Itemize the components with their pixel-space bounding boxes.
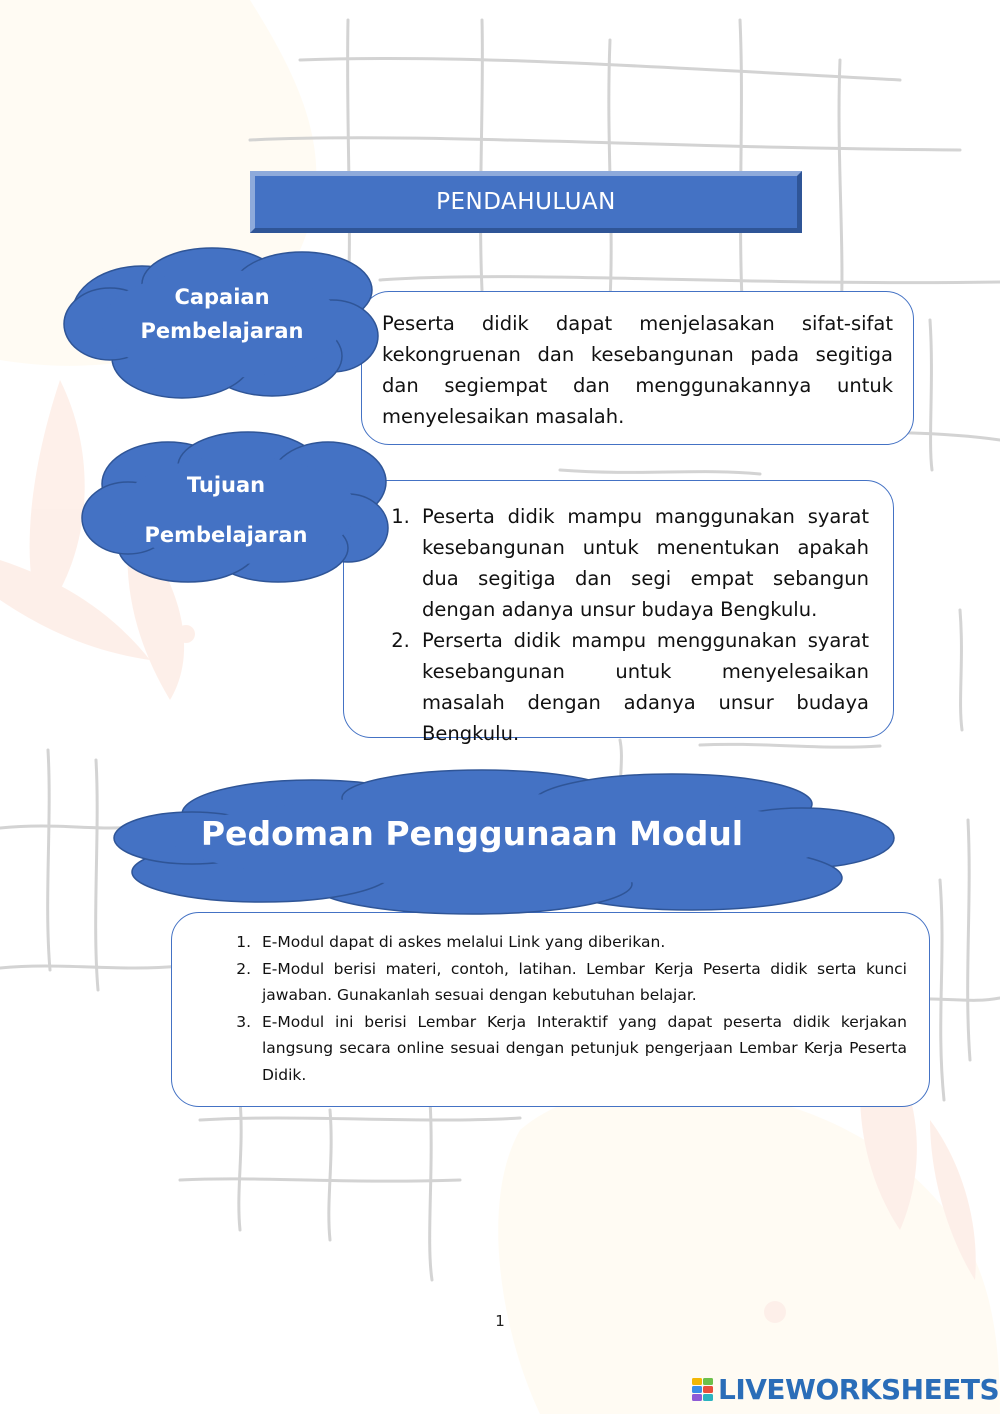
tujuan-cloud-line1: Tujuan: [186, 473, 266, 497]
list-item: 1. E-Modul dapat di askes melalui Link yang diberikan.: [256, 929, 907, 956]
pedoman-list: [224, 929, 907, 1088]
capaian-cloud-line1: Capaian: [174, 285, 270, 309]
tujuan-cloud: [78, 428, 390, 586]
tujuan-box: [343, 480, 894, 745]
list-item: 3. E-Modul ini berisi Lembar Kerja Interaktif yang dapat peserta didik kerjakan langsung secara online sesuai dengan petunjuk pengerjaan Lembar Kerja Peserta Didik.: [256, 1009, 907, 1089]
list-item: 2. Perserta didik mampu menggunakan syarat kesebangunan untuk menyelesaikan masalah dengan adanya unsur budaya Bengkulu.: [416, 625, 869, 749]
page-number: 1: [495, 1312, 505, 1330]
capaian-cloud-label: [102, 280, 342, 348]
tujuan-list: [390, 501, 869, 749]
list-item: 1. Peserta didik mampu manggunakan syarat kesebangunan untuk menentukan apakah dua segitiga dan segi empat sebangun dengan adanya unsur budaya Bengkulu.: [416, 501, 869, 625]
capaian-box: [361, 291, 914, 445]
pedoman-title: Pedoman Penggunaan Modul: [200, 814, 744, 853]
section-title: PENDAHULUAN: [436, 189, 616, 215]
brand-name: LIVEWORKSHEETS: [718, 1372, 1000, 1406]
capaian-cloud-line2: Pembelajaran: [140, 319, 304, 343]
tujuan-cloud-line2: Pembelajaran: [144, 523, 308, 547]
section-title-banner: [250, 171, 802, 233]
list-item: 2. E-Modul berisi materi, contoh, latihan. Lembar Kerja Peserta didik serta kunci jawaban. Gunakanlah sesuai dengan kebutuhan belajar.: [256, 956, 907, 1009]
brand-logo[interactable]: [692, 1372, 999, 1406]
capaian-cloud: [62, 244, 380, 402]
tujuan-cloud-label: [106, 460, 346, 560]
pedoman-box: [171, 912, 930, 1107]
pedoman-cloud: [112, 764, 896, 916]
capaian-text: Peserta didik dapat menjelasakan sifat-sifat kekongruenan dan kesebangunan pada segitiga dan segiempat dan menggunakannya untuk menyelesaikan masalah.: [382, 312, 893, 428]
liveworksheets-icon: [692, 1376, 714, 1402]
